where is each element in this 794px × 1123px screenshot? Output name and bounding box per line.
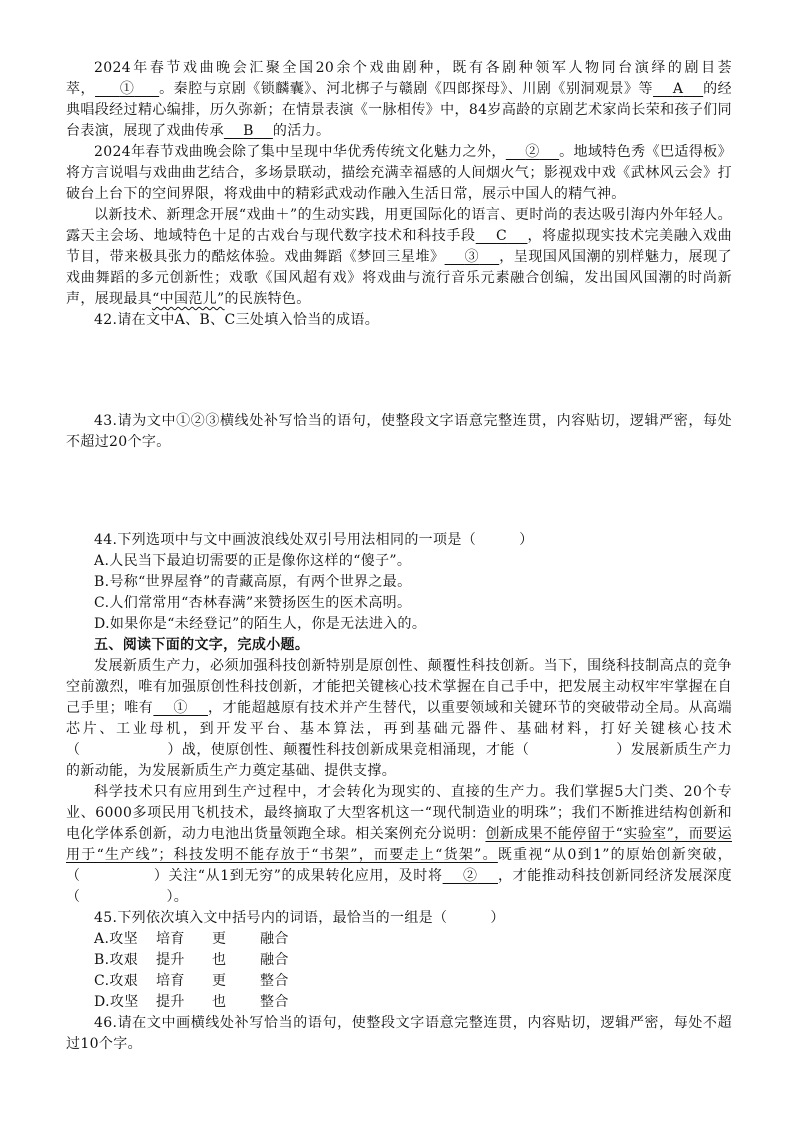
text: 。秦腔与京剧《锁麟囊》、河北梆子与赣剧《四郎探母》、川剧《别洞观景》等: [159, 81, 653, 97]
question-45-option-b: B.攻艰 提升 也 融合: [94, 952, 289, 968]
question-44-option-c: C.人们常常用“杏林春满”来赞扬医生的医术高明。: [94, 595, 412, 611]
blank-B: B: [243, 123, 254, 139]
question-44-option-b: B.号称“世界屋脊”的青藏高原，有两个世界之最。: [94, 574, 412, 590]
answer-space: [66, 453, 732, 530]
question-43: 43.请为文中①②③横线处补写恰当的语句，使整段文字语意完整连贯，内容贴切，逻辑严密，每处不超过20个字。: [66, 413, 732, 450]
section-heading: 五、阅读下面的文字，完成小题。: [94, 637, 310, 653]
text: 2024年春节戏曲晚会除了集中呈现中华优秀传统文化魅力之外，: [94, 144, 506, 160]
answer-space: [66, 331, 732, 411]
text: 既重视“从0到1”的原始创新突破，（ ）关注“从1到无穷”的成果转化应用，及时将: [66, 847, 732, 884]
passage-paragraph-1: [66, 58, 732, 142]
question-42: 42.请在文中A、B、C三处填入恰当的成语。: [94, 312, 380, 328]
passage-paragraph-2: [66, 142, 732, 205]
text: 发展新质生产力，必须加强科技创新特别是原创性、颠覆性科技创新。当下，围绕科技制高点的竞争空前激烈，唯有加强原创性科技创新，才能把关键核心技术掌握在自己手中，把发展主动权牢牢掌握在自己手里；唯有: [66, 658, 732, 716]
question-45-option-d: D.攻坚 提升 也 整合: [94, 994, 289, 1010]
text: ，才能超越原有技术并产生替代，以重要领域和关键环节的突破带动全局。从高端芯片、工业母机，到开发平台、基本算法，再到基础元器件、基础材料，打好关键核心技术（ ）战，使原创性、颠覆性科技创新成果竞相涌现，才能（ ）发展新质生产力的新动能，为发展新质生产力奠定基础、提供支撑。: [66, 700, 732, 779]
passage-paragraph-3: [66, 205, 732, 310]
text: ，才能推动科技创新同经济发展深度（ ）。: [66, 868, 732, 905]
blank-2: ②: [462, 868, 478, 884]
text: 的经典唱段经过精心编排，历久弥新；在情景表演《一脉相传》中，84岁高龄的京剧艺术家尚长荣和孩子们同台表演，展现了戏曲传承: [66, 81, 733, 139]
question-44-option-d: D.如果你是“未经登记”的陌生人，你是无法进入的。: [94, 616, 427, 632]
question-45-option-c: C.攻艰 培育 更 整合: [94, 973, 289, 989]
question-45-stem: 45.下列依次填入文中括号内的词语，最恰当的一组是（ ）: [94, 910, 505, 926]
question-46: 46.请在文中画横线处补写恰当的语句，使整段文字语意完整连贯，内容贴切，逻辑严密，每处不超过10个字。: [66, 1015, 732, 1052]
text: ，将虚拟现实技术完美融入戏曲节目，带来极具张力的酷炫体验。戏曲舞蹈《梦回三星堆》: [66, 228, 733, 265]
blank-2: ②: [525, 144, 540, 160]
blank-A: A: [672, 81, 684, 97]
passage-paragraph-5: [66, 782, 732, 908]
text: 以新技术、新理念开展“戏曲＋”的生动实践，用更国际化的语言、更时尚的表达吸引海内外年轻人。露天主会场、地域特色十足的古戏台与现代数字技术和科技手段: [66, 207, 732, 244]
blank-1: ①: [119, 81, 135, 97]
question-44-option-a: A.人民当下最迫切需要的正是像你这样的“傻子”。: [94, 553, 412, 569]
blank-1: ①: [173, 700, 188, 716]
wavy-quoted-phrase: “中国范儿”: [152, 291, 225, 307]
text: 2024年春节戏曲晚会汇聚全国20余个戏曲剧种，既有各剧种领军人物同台演绎的剧目荟萃，: [66, 60, 732, 97]
text: 的活力。: [272, 123, 331, 139]
passage-paragraph-4: [66, 656, 732, 782]
underlined-sentence: 创新成果不能停留于“实验室”，而要运用于“生产线”；科技发明不能存放于“书架”，而要走上“货架”。: [66, 826, 732, 863]
blank-3: ③: [464, 249, 480, 265]
text: ，呈现国风国潮的别样魅力，展现了戏曲舞蹈的多元创新性；戏歌《国风超有戏》将戏曲与流行音乐元素融合创编，发出国风国潮的时尚新声，展现最具: [66, 249, 732, 307]
text: 科学技术只有应用到生产过程中，才会转化为现实的、直接的生产力。我们掌握5大门类、20个专业、6000多项民用飞机技术，最终摘取了大型客机这一“现代制造业的明珠”；我们不断推进结构创新和电化学体系创新，动力电池出货量领跑全球。相关案例充分说明：: [66, 784, 732, 842]
question-44-stem: 44.下列选项中与文中画波浪线处双引号用法相同的一项是（ ）: [94, 532, 534, 548]
exam-page: [66, 58, 732, 1055]
question-45-option-a: A.攻坚 培育 更 融合: [94, 931, 289, 947]
text: 。地域特色秀《巴适得板》将方言说唱与戏曲曲艺结合，多场景联动，描绘充满幸福感的人间烟火气；影视戏中戏《武林风云会》打破台上台下的空间界限，将戏曲中的精彩武戏动作融入生活日常，展示中国人的精气神。: [66, 144, 733, 202]
text: 的民族特色。: [224, 291, 311, 307]
blank-C: C: [496, 228, 508, 244]
